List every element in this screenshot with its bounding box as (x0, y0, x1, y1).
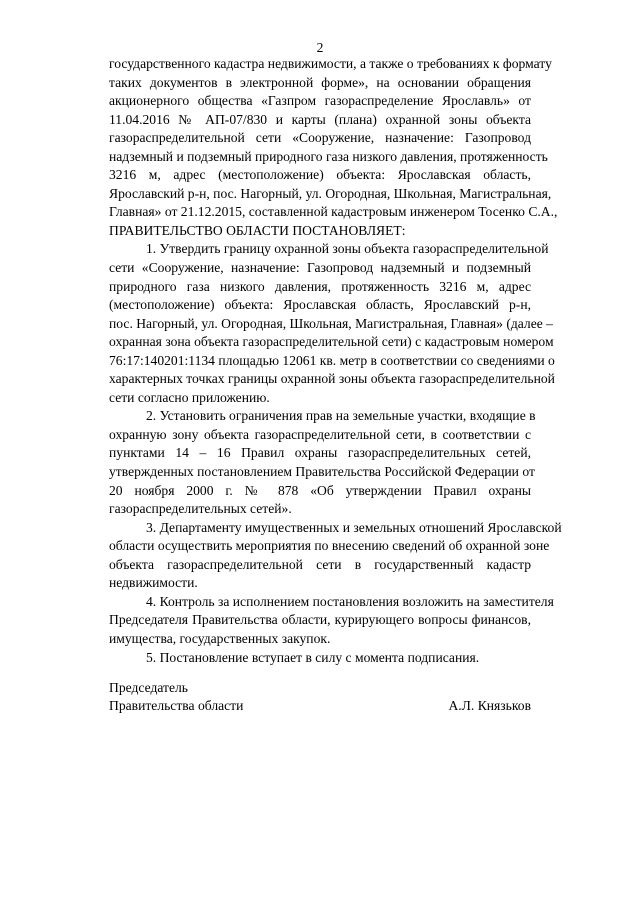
paragraph-5-line: 5. Постановление вступает в силу с момента подписания. (146, 649, 480, 665)
paragraph-2-line: пунктами 14 – 16 Правил охраны газораспределительных сетей, (109, 445, 531, 461)
text-line: 11.04.2016 № АП-07/830 и карты (плана) охранной зоны объекта (109, 111, 531, 127)
paragraph-1-line: (местоположение) объекта: Ярославская область, Ярославский р-н, (109, 297, 531, 313)
paragraph-3-line: недвижимости. (109, 575, 198, 591)
text-line: 3216 м, адрес (местоположение) объекта: Ярославская область, (109, 167, 531, 183)
paragraph-3-line: объекта газораспределительной сети в государственный кадастр (109, 556, 531, 572)
text-line: Ярославский р-н, пос. Нагорный, ул. Огородная, Школьная, Магистральная, (109, 185, 552, 201)
paragraph-1-line: сети согласно приложению. (109, 389, 270, 405)
paragraph-2-line: утвержденных постановлением Правительства Российской Федерации от (109, 464, 535, 480)
paragraph-1-line: характерных точках границы охранной зоны объекта газораспределительной (109, 371, 555, 387)
paragraph-2-line: 20 ноября 2000 г. № 878 «Об утверждении Правил охраны (109, 482, 531, 498)
paragraph-2-line: охранную зону объекта газораспределительной сети, в соответствии с (109, 426, 531, 442)
resolution-heading: ПРАВИТЕЛЬСТВО ОБЛАСТИ ПОСТАНОВЛЯЕТ: (109, 222, 406, 238)
paragraph-4-line: Председателя Правительства области, курирующего вопросы финансов, (109, 612, 531, 628)
text-line: таких документов в электронной форме», на основании обращения (109, 74, 531, 90)
paragraph-4-line: 4. Контроль за исполнением постановления возложить на заместителя (146, 593, 554, 609)
document-body (109, 55, 562, 667)
signature-title-line2: Правительства области (109, 698, 244, 713)
text-line: Главная» от 21.12.2015, составленной кадастровым инженером Тосенко С.А., (109, 204, 558, 220)
paragraph-1-line: 1. Утвердить границу охранной зоны объекта газораспределительной (146, 241, 549, 257)
signatory-name: А.Л. Князьков (448, 698, 531, 713)
signature-title-line1: Председатель (109, 680, 188, 695)
paragraph-1-line: природного газа низкого давления, протяженность 3216 м, адрес (109, 278, 531, 294)
paragraph-1-line: 76:17:140201:1134 площадью 12061 кв. метр в соответствии со сведениями о (109, 352, 555, 368)
signature-block (109, 697, 531, 715)
paragraph-1-line: сети «Сооружение, назначение: Газопровод надземный и подземный (109, 260, 531, 276)
paragraph-1-line: пос. Нагорный, ул. Огородная, Школьная, Магистральная, Главная» (далее – (109, 315, 553, 331)
paragraph-1-line: охранная зона объекта газораспределительной сети) с кадастровым номером (109, 334, 554, 350)
text-line: акционерного общества «Газпром газораспределение Ярославль» от (109, 93, 531, 109)
paragraph-2-line: 2. Установить ограничения прав на земельные участки, входящие в (146, 408, 536, 424)
text-line: надземный и подземный природного газа низкого давления, протяженность (109, 148, 548, 164)
text-line: государственного кадастра недвижимости, а также о требованиях к формату (109, 56, 552, 71)
paragraph-4-line: имущества, государственных закупок. (109, 630, 331, 646)
text-line: газораспределительной сети «Сооружение, назначение: Газопровод (109, 130, 531, 146)
page-number: 2 (316, 40, 324, 55)
paragraph-2-line: газораспределительных сетей». (109, 501, 292, 517)
paragraph-3-line: 3. Департаменту имущественных и земельных отношений Ярославской (146, 519, 562, 535)
paragraph-3-line: области осуществить мероприятия по внесению сведений об охранной зоне (109, 538, 550, 554)
